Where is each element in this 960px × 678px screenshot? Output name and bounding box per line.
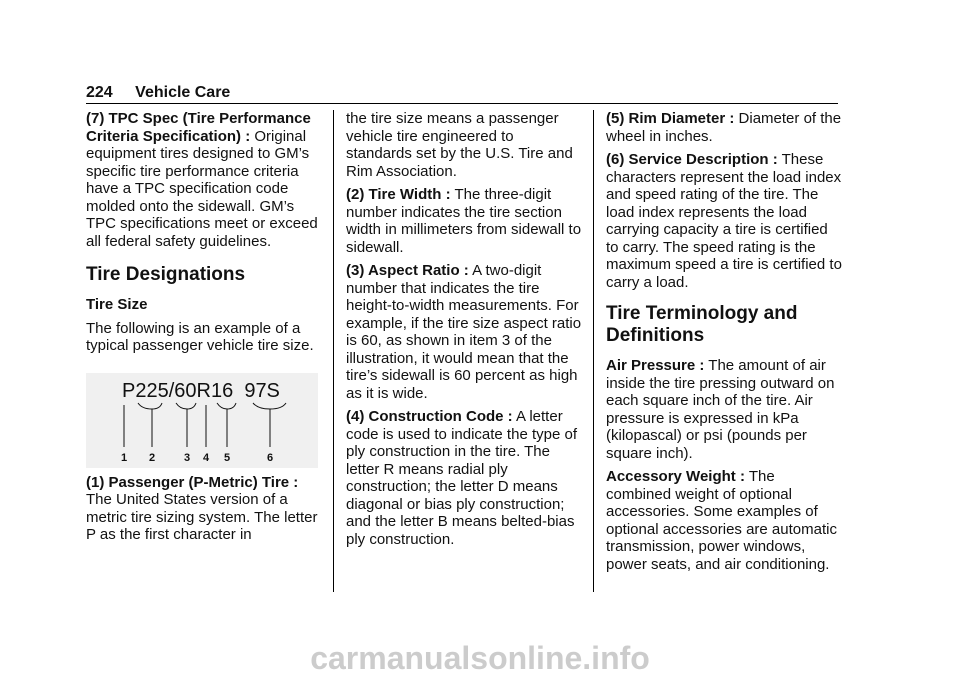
section-title: Vehicle Care bbox=[135, 84, 231, 101]
construction-code-term: (4) Construction Code : bbox=[346, 408, 513, 425]
air-pressure-text: The amount of air inside the tire pressing outward on each square inch of the tire. Air pressure is expressed in kPa (kilopascal) or psi (pounds per square inch). bbox=[606, 357, 835, 462]
tire-width-term: (2) Tire Width : bbox=[346, 186, 451, 203]
rim-diameter-term: (5) Rim Diameter : bbox=[606, 110, 735, 127]
tpc-text: Original equipment tires designed to GM’s specific tire performance criteria have a TPC specification code molded onto the sidewall. GM’s TPC specifications meet or exceed all federal safety guidelines. bbox=[86, 127, 318, 250]
callout-number-3: 3 bbox=[183, 451, 191, 464]
service-description-term: (6) Service Description : bbox=[606, 151, 778, 168]
column-3 bbox=[606, 110, 842, 579]
rim-diameter-text: Diameter of the wheel in inches. bbox=[606, 110, 842, 145]
callout-number-1: 1 bbox=[120, 451, 128, 464]
aspect-ratio-text: A two-digit number that indicates the tire height-to-width measurements. For example, if the tire size aspect ratio is 60, as shown in item 3 of the illustration, it would mean that the tire’s sidewall is 60 percent as high as it is wide. bbox=[346, 262, 582, 402]
column-divider-1 bbox=[333, 110, 334, 592]
callout-number-4: 4 bbox=[202, 451, 210, 464]
column-2 bbox=[346, 110, 582, 554]
p-metric-text: The United States version of a metric tire sizing system. The letter P as the first character in bbox=[86, 491, 318, 543]
page-header bbox=[86, 84, 230, 102]
size-intro: The following is an example of a typical passenger vehicle tire size. bbox=[86, 319, 314, 354]
tire-width-text: The three-digit number indicates the tire section width in millimeters from sidewall to sidewall. bbox=[346, 186, 582, 256]
heading-tire-terminology: Tire Terminology and Definitions bbox=[606, 303, 798, 346]
p-metric-continued: the tire size means a passenger vehicle tire engineered to standards set by the U.S. Tire and Rim Association. bbox=[346, 110, 573, 180]
construction-code-text: A letter code is used to indicate the type of ply construction in the tire. The letter R means radial ply construction; the letter D means diagonal or bias ply construction; and the letter B means belted-bias ply construction. bbox=[346, 408, 577, 548]
callout-number-2: 2 bbox=[148, 451, 156, 464]
page-number: 224 bbox=[86, 84, 113, 101]
column-divider-2 bbox=[593, 110, 594, 592]
tire-width-paragraph bbox=[346, 186, 582, 256]
service-description-paragraph bbox=[606, 151, 842, 291]
tpc-paragraph bbox=[86, 110, 322, 250]
air-pressure-term: Air Pressure : bbox=[606, 357, 705, 374]
tire-code-text: P225/60R16 97S bbox=[122, 379, 280, 402]
column-1 bbox=[86, 110, 322, 550]
aspect-ratio-paragraph bbox=[346, 262, 582, 402]
construction-code-paragraph bbox=[346, 408, 582, 548]
p-metric-term: (1) Passenger (P-Metric) Tire : bbox=[86, 473, 299, 491]
rim-diameter-paragraph bbox=[606, 110, 842, 145]
callout-brackets bbox=[124, 403, 286, 447]
subheading-tire-size: Tire Size bbox=[86, 296, 148, 313]
tire-size-illustration bbox=[86, 373, 318, 468]
heading-tire-designations: Tire Designations bbox=[86, 264, 246, 285]
air-pressure-paragraph bbox=[606, 357, 842, 462]
watermark: carmanualsonline.info bbox=[310, 640, 650, 676]
callout-number-6: 6 bbox=[266, 451, 274, 464]
accessory-weight-text: The combined weight of optional accessories. Some examples of optional accessories are automatic transmission, power windows, power seats, and air conditioning. bbox=[606, 468, 837, 573]
accessory-weight-term: Accessory Weight : bbox=[606, 468, 745, 485]
header-rule bbox=[86, 103, 838, 104]
aspect-ratio-term: (3) Aspect Ratio : bbox=[346, 262, 469, 279]
tpc-term: (7) TPC Spec (Tire Performance Criteria Specification) : bbox=[86, 110, 311, 145]
p-metric-paragraph bbox=[86, 474, 322, 544]
callout-number-5: 5 bbox=[223, 451, 231, 464]
service-description-text: These characters represent the load index and speed rating of the tire. The load index represents the load carrying capacity a tire is certified to carry. The speed rating is the maximum speed a tire is certified to carry a load. bbox=[606, 151, 842, 291]
accessory-weight-paragraph bbox=[606, 468, 842, 573]
